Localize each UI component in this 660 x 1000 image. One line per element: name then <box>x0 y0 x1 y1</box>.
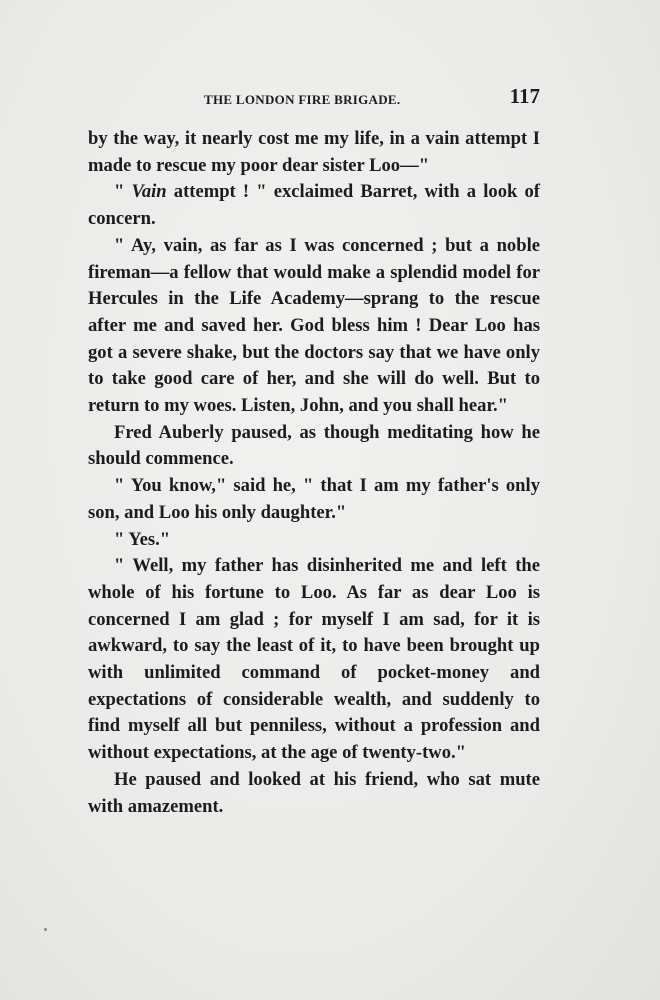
paragraph-text: " <box>114 181 132 203</box>
paragraph-text: " Yes." <box>114 528 171 550</box>
page-speck <box>44 928 47 931</box>
paragraph <box>88 420 540 473</box>
page-header <box>88 84 540 114</box>
paragraph <box>88 767 540 820</box>
paragraph <box>88 126 540 179</box>
paragraph-text: Fred Auberly paused, as though meditating how he should commence. <box>88 421 540 470</box>
running-head: THE LONDON FIRE BRIGADE. <box>204 92 401 107</box>
paragraph <box>88 527 540 554</box>
paragraph-text: " Ay, vain, as far as I was concerned ; but a noble fireman—a fellow that would make a splendid model for Hercules in the Life Academy—sprang to the rescue after me and saved her. God bless him ! Dear Loo has got a severe shake, but the doctors say that we have only to take good care of her, and she will do well. But to return to my woes. Listen, John, and you shall hear." <box>88 234 540 417</box>
body-text <box>88 126 540 820</box>
paragraph-text: " You know," said he, " that I am my father's only son, and Loo his only daughter." <box>88 475 540 523</box>
emphasis-text: Vain <box>131 181 167 203</box>
paragraph <box>88 233 540 420</box>
paragraph <box>88 473 540 526</box>
page-number: 117 <box>509 84 540 108</box>
paragraph <box>88 179 540 232</box>
paragraph-text: " Well, my father has disinherited me and left the whole of his fortune to Loo. As far as dear Loo is concerned I am glad ; for myself I am sad, for it is awkward, to say the least of it, to have been brought up with unlimited command of pocket-money and expectations of considerable wealth, and suddenly to find myself all but penniless, without a profession and without expectations, at the age of twenty-two." <box>88 555 540 764</box>
paragraph <box>88 553 540 767</box>
paragraph-text: attempt ! " exclaimed Barret, with a look of concern. <box>88 181 540 230</box>
paragraph-text: He paused and looked at his friend, who sat mute with amazement. <box>88 768 540 817</box>
paragraph-text: by the way, it nearly cost me my life, in a vain attempt I made to rescue my poor dear sister Loo—" <box>88 128 540 176</box>
